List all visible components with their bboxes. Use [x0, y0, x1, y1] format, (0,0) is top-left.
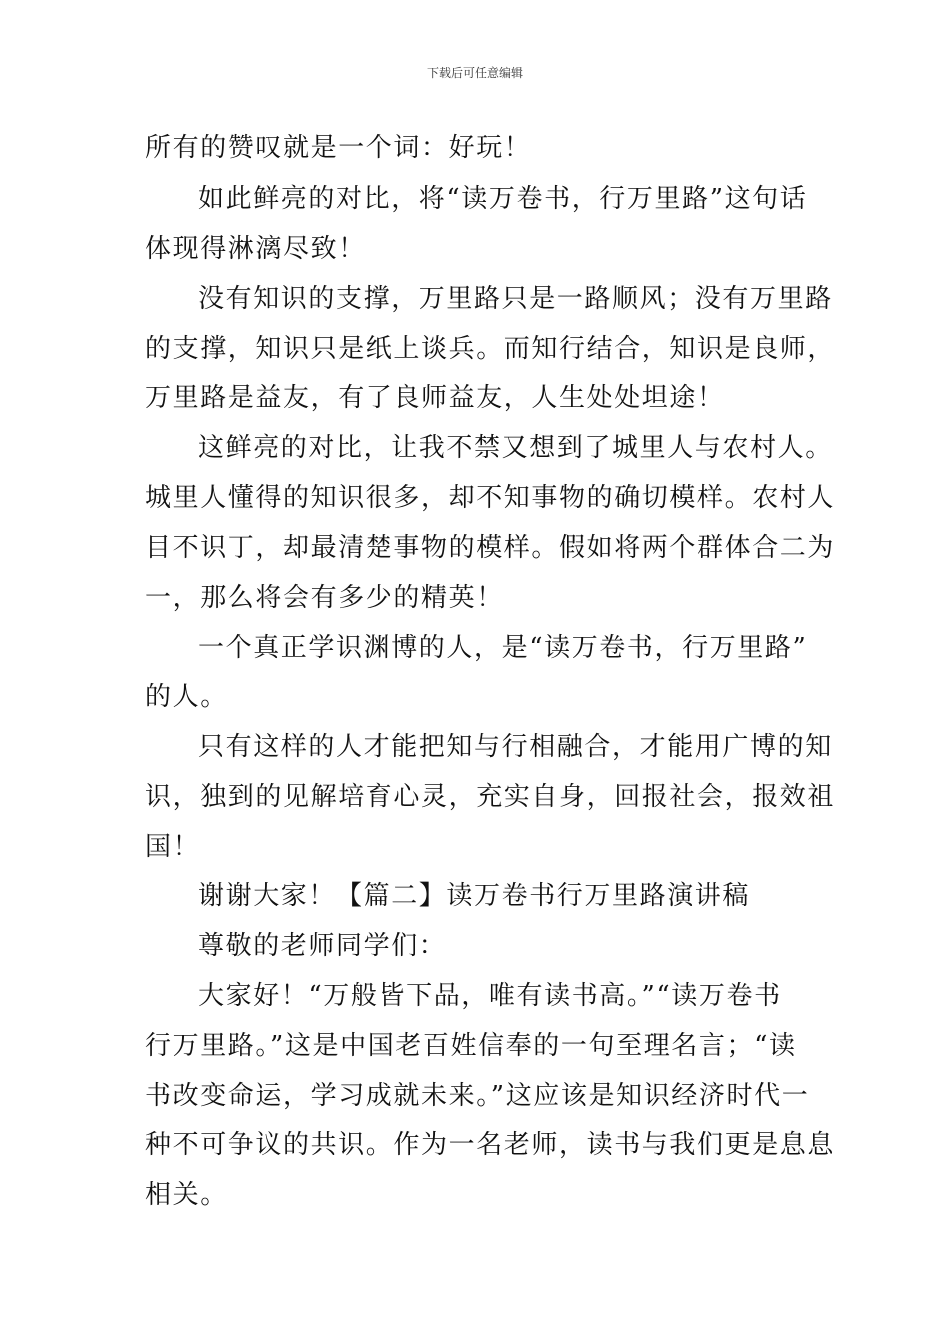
text-line: 行万里路。”这是中国老百姓信奉的一句至理名言；“读 — [145, 1031, 797, 1061]
text-line: 大家好！“万般皆下品，唯有读书高。”“读万卷书 — [198, 981, 782, 1011]
text-line: 体现得淋漓尽致！ — [145, 234, 366, 264]
text-line: 所有的赞叹就是一个词：好玩！ — [145, 133, 532, 163]
text-line: 相关。 — [145, 1180, 228, 1210]
page-header: 下载后可任意编辑 — [426, 66, 523, 80]
text-line: 一个真正学识渊博的人，是“读万卷书，行万里路” — [198, 633, 808, 663]
text-line: 一，那么将会有多少的精英！ — [145, 583, 504, 613]
text-line: 的人。 — [145, 682, 228, 712]
text-line: 如此鲜亮的对比，将“读万卷书，行万里路”这句话 — [198, 184, 808, 214]
text-line: 城里人懂得的知识很多，却不知事物的确切模样。农村人 — [145, 483, 836, 513]
text-line: 谢谢大家！【篇二】读万卷书行万里路演讲稿 — [198, 881, 751, 911]
text-line: 这鲜亮的对比，让我不禁又想到了城里人与农村人。 — [198, 433, 833, 463]
text-line: 的支撑，知识只是纸上谈兵。而知行结合，知识是良师， — [145, 334, 836, 364]
text-line: 没有知识的支撑，万里路只是一路顺风；没有万里路 — [198, 284, 833, 314]
text-line: 万里路是益友，有了良师益友，人生处处坦途！ — [145, 383, 725, 413]
text-line: 种不可争议的共识。作为一名老师，读书与我们更是息息 — [145, 1130, 836, 1160]
text-line: 国！ — [145, 832, 201, 862]
text-line: 只有这样的人才能把知与行相融合，才能用广博的知 — [198, 732, 833, 762]
text-line: 书改变命运，学习成就未来。”这应该是知识经济时代一 — [145, 1081, 810, 1111]
text-line: 目不识丁，却最清楚事物的模样。假如将两个群体合二为 — [145, 533, 836, 563]
text-line: 识，独到的见解培育心灵，充实自身，回报社会，报效祖 — [145, 782, 836, 812]
text-line: 尊敬的老师同学们： — [198, 931, 447, 961]
